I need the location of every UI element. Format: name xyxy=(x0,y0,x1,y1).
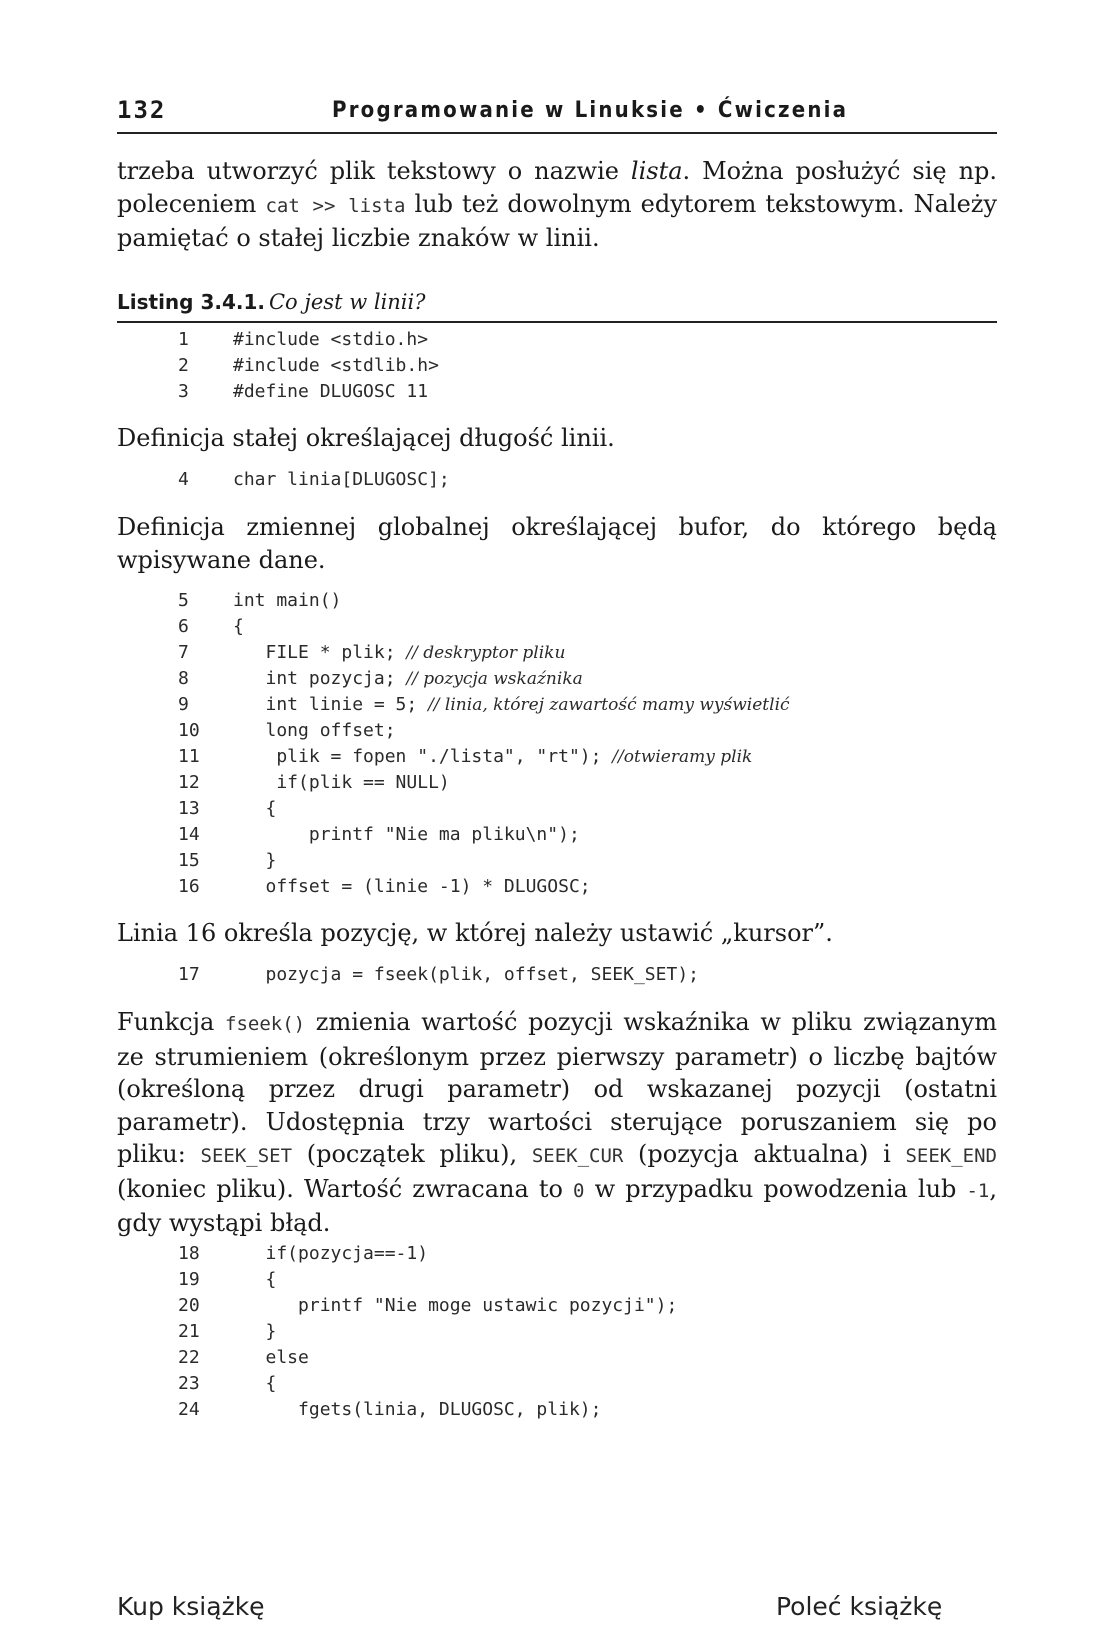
page-number: 132 xyxy=(117,96,167,124)
buy-book-link[interactable]: Kup książkę xyxy=(117,1592,265,1621)
fseek-code-seek-cur: SEEK_CUR xyxy=(531,1145,624,1167)
fseek-text-4: (pozycja aktualna) i xyxy=(623,1140,906,1168)
line-number: 8 xyxy=(178,668,189,689)
line-number: 20 xyxy=(178,1295,200,1316)
fseek-code-minus-one: -1 xyxy=(966,1179,990,1202)
code-comment: // deskryptor pliku xyxy=(406,643,566,663)
code-line xyxy=(178,770,998,796)
code-line xyxy=(178,588,998,614)
code-text: offset = (linie -1) * DLUGOSC; xyxy=(233,876,591,897)
header-rule xyxy=(117,132,997,134)
code-text: long offset; xyxy=(233,720,396,741)
code-block-3 xyxy=(178,588,998,900)
recommend-book-link[interactable]: Poleć książkę xyxy=(776,1592,943,1621)
code-text: } xyxy=(233,1321,277,1342)
code-line xyxy=(178,1267,998,1293)
fseek-code-seek-end: SEEK_END xyxy=(905,1145,997,1167)
fseek-text-2: zmienia wartość pozycji wskaźnika w pliku związanym ze strumieniem (określonym przez pierwszy parametr) o liczbę bajtów (określoną przez drugi parametr) od wskazanej pozycji (ostatni parametr). Udostępnia trzy wartości sterujące poruszaniem się po pliku: xyxy=(117,1008,997,1168)
code-line xyxy=(178,962,998,988)
listing-heading xyxy=(117,290,997,324)
code-text: if(pozycja==-1) xyxy=(233,1243,429,1264)
code-line xyxy=(178,718,998,744)
line-number: 21 xyxy=(178,1321,200,1342)
code-line xyxy=(178,822,998,848)
listing-title: Co jest w linii? xyxy=(268,290,426,314)
intro-command: cat >> lista xyxy=(265,194,406,217)
fseek-text-6: w przypadku powodzenia lub xyxy=(584,1174,967,1203)
code-line xyxy=(178,874,998,900)
code-text: fgets(linia, DLUGOSC, plik); xyxy=(233,1399,602,1420)
line-number: 19 xyxy=(178,1269,200,1290)
page-header xyxy=(117,96,997,136)
code-block-2 xyxy=(178,467,998,493)
code-text: { xyxy=(233,1373,277,1394)
code-block-1 xyxy=(178,327,998,405)
code-line xyxy=(178,1319,998,1345)
line-number: 4 xyxy=(178,469,189,490)
line-number: 9 xyxy=(178,694,189,715)
code-line xyxy=(178,379,998,405)
code-text: pozycja = fseek(plik, offset, SEEK_SET); xyxy=(233,964,699,985)
code-line xyxy=(178,1397,998,1423)
fseek-text-1: Funkcja xyxy=(117,1008,226,1036)
code-line xyxy=(178,796,998,822)
running-title: Programowanie w Linuksie • Ćwiczenia xyxy=(332,98,849,123)
code-line xyxy=(178,692,998,718)
line-number: 2 xyxy=(178,355,189,376)
line-number: 24 xyxy=(178,1399,200,1420)
line-number: 12 xyxy=(178,772,200,793)
code-line xyxy=(178,327,998,353)
code-text: int linie = 5; xyxy=(233,694,429,715)
code-line xyxy=(178,1241,998,1267)
line-number: 14 xyxy=(178,824,200,845)
fseek-text-3: (początek pliku), xyxy=(292,1140,532,1168)
line-number: 7 xyxy=(178,642,189,663)
code-text: { xyxy=(233,1269,277,1290)
line-number: 22 xyxy=(178,1347,200,1368)
code-line xyxy=(178,640,998,666)
code-text: else xyxy=(233,1347,309,1368)
code-text: { xyxy=(233,798,277,819)
line-number: 3 xyxy=(178,381,189,402)
code-text: } xyxy=(233,850,277,871)
code-text: int main() xyxy=(233,590,342,611)
line-number: 23 xyxy=(178,1373,200,1394)
listing-label: Listing 3.4.1. xyxy=(117,290,265,314)
fseek-text-5: (koniec pliku). Wartość zwracana to xyxy=(117,1174,574,1203)
code-line xyxy=(178,1345,998,1371)
code-comment: // pozycja wskaźnika xyxy=(406,669,583,689)
intro-filename: lista xyxy=(630,157,683,185)
fseek-code-zero: 0 xyxy=(573,1179,585,1202)
code-line xyxy=(178,1371,998,1397)
line-number: 17 xyxy=(178,964,200,985)
code-line xyxy=(178,1293,998,1319)
code-line xyxy=(178,666,998,692)
paragraph-const-definition: Definicja stałej określającej długość linii. xyxy=(117,424,615,452)
code-text: plik = fopen "./lista", "rt"); xyxy=(233,746,613,767)
fseek-code-func: fseek() xyxy=(225,1013,306,1035)
code-line xyxy=(178,614,998,640)
code-text: #define DLUGOSC 11 xyxy=(233,381,429,402)
code-line xyxy=(178,848,998,874)
code-text: #include <stdio.h> xyxy=(233,329,429,350)
listing-rule xyxy=(117,321,997,323)
code-text: FILE * plik; xyxy=(233,642,407,663)
paragraph-line16: Linia 16 określa pozycję, w której należy ustawić „kursor”. xyxy=(117,919,833,947)
code-text: printf "Nie moge ustawic pozycji"); xyxy=(233,1295,678,1316)
code-comment: //otwieramy plik xyxy=(612,747,753,767)
fseek-code-seek-set: SEEK_SET xyxy=(200,1145,293,1167)
intro-text-2: . Można posłużyć się np. poleceniem xyxy=(117,157,998,218)
intro-text-3: lub też dowolnym edytorem tekstowym. Należy pamiętać o stałej liczbie znaków w linii. xyxy=(117,189,997,252)
code-text: int pozycja; xyxy=(233,668,407,689)
code-text: if(plik == NULL) xyxy=(233,772,450,793)
code-text: #include <stdlib.h> xyxy=(233,355,439,376)
line-number: 10 xyxy=(178,720,200,741)
code-comment: // linia, której zawartość mamy wyświetlić xyxy=(428,695,790,715)
code-line xyxy=(178,353,998,379)
code-line xyxy=(178,467,998,493)
line-number: 15 xyxy=(178,850,200,871)
line-number: 13 xyxy=(178,798,200,819)
code-text: printf "Nie ma pliku\n"); xyxy=(233,824,580,845)
line-number: 1 xyxy=(178,329,189,350)
intro-text-1: trzeba utworzyć plik tekstowy o nazwie xyxy=(117,157,631,185)
code-block-4 xyxy=(178,962,998,988)
fseek-text-7: , gdy wystąpi błąd. xyxy=(117,1174,998,1237)
paragraph-fseek xyxy=(117,1006,997,1240)
line-number: 18 xyxy=(178,1243,200,1264)
code-line xyxy=(178,744,998,770)
line-number: 6 xyxy=(178,616,189,637)
intro-paragraph xyxy=(117,155,997,255)
code-text: { xyxy=(233,616,244,637)
paragraph-var-definition: Definicja zmiennej globalnej określającej bufor, do którego będą wpisywane dane. xyxy=(117,513,997,574)
line-number: 16 xyxy=(178,876,200,897)
line-number: 5 xyxy=(178,590,189,611)
code-block-5 xyxy=(178,1241,998,1423)
line-number: 11 xyxy=(178,746,200,767)
code-text: char linia[DLUGOSC]; xyxy=(233,469,450,490)
